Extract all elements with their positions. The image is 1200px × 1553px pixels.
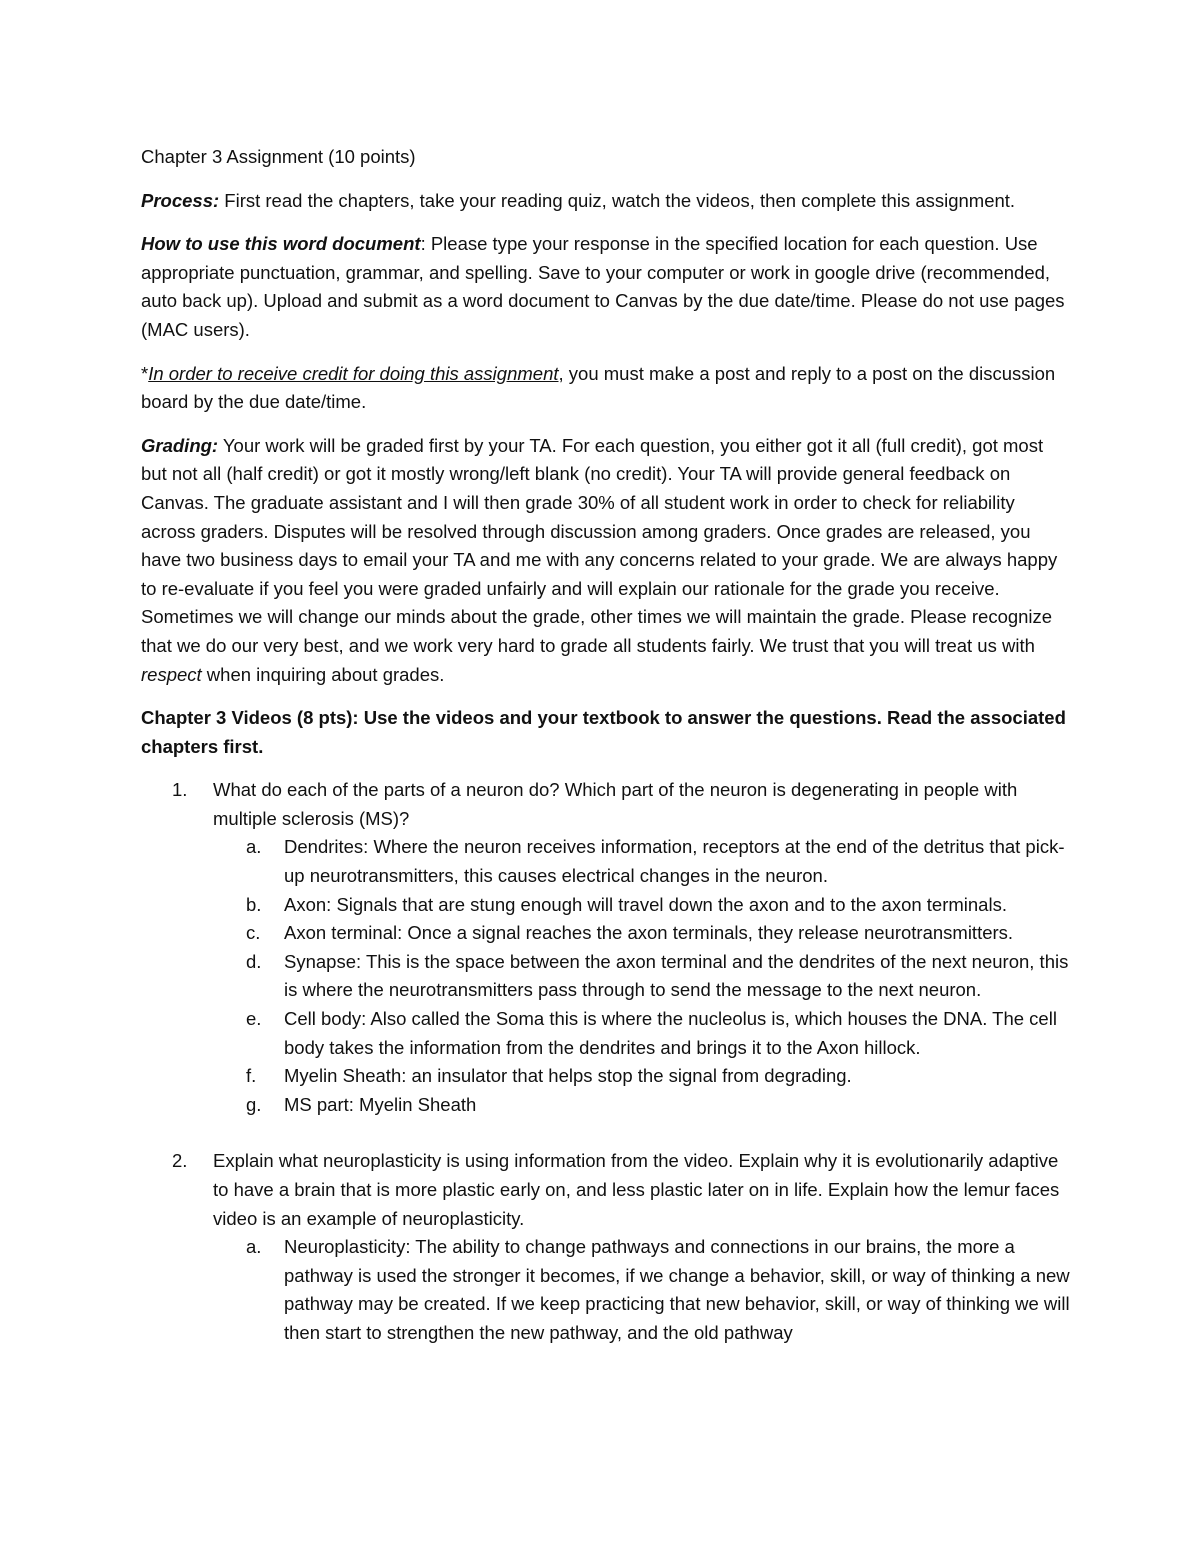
question-text: Explain what neuroplasticity is using information from the video. Explain why it is evolutionarily adaptive to have a brain that is more plastic early on, and less plastic later on in life. Explain how the lemur faces video is an example of neuroplasticity. [213, 1150, 1060, 1229]
answer-list [213, 1233, 1071, 1347]
answer-letter: a. [246, 1236, 262, 1258]
answer-item [141, 919, 1071, 948]
howto-paragraph [141, 230, 1071, 344]
answer-letter: f. [246, 1065, 257, 1087]
answer-item [141, 948, 1071, 1005]
process-label: Process: [141, 189, 220, 211]
grading-label: Grading: [141, 434, 219, 456]
answer-list [213, 833, 1071, 1119]
answer-text: Axon: Signals that are stung enough will travel down the axon and to the axon terminals. [284, 893, 1007, 915]
answer-text: MS part: Myelin Sheath [284, 1093, 477, 1115]
answer-item [141, 1091, 1071, 1120]
assignment-title: Chapter 3 Assignment (10 points) [141, 146, 416, 167]
answer-item [141, 833, 1071, 890]
question-item [141, 776, 1071, 1119]
answer-letter: c. [246, 922, 261, 944]
answer-text: Neuroplasticity: The ability to change pathways and connections in our brains, the more a pathway is used the stronger it becomes, if we change a behavior, skill, or way of thinking a new pathway may be created. If we keep practicing that new behavior, skill, or way of thinking we will then start to strengthen the new pathway, and the old pathway [284, 1236, 1070, 1343]
process-text: First read the chapters, take your reading quiz, watch the videos, then complete this assignment. [219, 189, 1016, 211]
credit-requirement: In order to receive credit for doing this assignment [148, 362, 559, 384]
answer-letter: a. [246, 836, 262, 858]
credit-paragraph [141, 360, 1071, 417]
answer-text: Axon terminal: Once a signal reaches the axon terminals, they release neurotransmitters. [284, 922, 1014, 944]
question-number: 1. [172, 779, 188, 801]
document-body [141, 143, 1071, 1376]
credit-prefix: * [141, 362, 149, 384]
grading-paragraph [141, 432, 1071, 689]
videos-heading: Chapter 3 Videos (8 pts): Use the videos and your textbook to answer the questions. Read the associated chapters first. [141, 707, 1066, 757]
howto-text: : Please type your response in the specified location for each question. Use appropriate punctuation, grammar, and spelling. Save to your computer or work in google drive (recommended, auto back up). Upload and submit as a word document to Canvas by the due date/time. Please do not use pages (MAC users). [141, 233, 1065, 340]
grading-emphasis: respect [141, 663, 202, 685]
answer-letter: b. [246, 893, 262, 915]
answer-text: Cell body: Also called the Soma this is where the nucleolus is, which houses the DNA. The cell body takes the information from the dendrites and brings it to the Axon hillock. [284, 1008, 1057, 1058]
answer-letter: e. [246, 1008, 262, 1030]
answer-text: Synapse: This is the space between the axon terminal and the dendrites of the next neuron, this is where the neurotransmitters pass through to send the message to the next neuron. [284, 950, 1069, 1001]
process-paragraph [141, 187, 1071, 216]
answer-item [141, 1233, 1071, 1347]
answer-item [141, 1062, 1071, 1091]
question-list [141, 776, 1071, 1347]
answer-item [141, 891, 1071, 920]
answer-text: Dendrites: Where the neuron receives information, receptors at the end of the detritus that pick-up neurotransmitters, this causes electrical changes in the neuron. [284, 836, 1065, 887]
question-number: 2. [172, 1150, 188, 1172]
answer-letter: d. [246, 950, 262, 972]
grading-text: Your work will be graded first by your TA. For each question, you either got it all (full credit), got most but not all (half credit) or got it mostly wrong/left blank (no credit). Your TA will provide general feedback on Canvas. The graduate assistant and I will then grade 30% of all student work in order to check for reliability across graders. Disputes will be resolved through discussion among graders. Once grades are released, you have two business days to email your TA and me with any concerns related to your grade. We are always happy to re-evaluate if you feel you were graded unfairly and will explain our rationale for the grade you receive. Sometimes we will change our minds about the grade, other times we will maintain the grade. Please recognize that we do our very best, and we work very hard to grade all students fairly. We trust that you will treat us with [141, 434, 1058, 656]
question-item [141, 1147, 1071, 1347]
answer-letter: g. [246, 1093, 262, 1115]
howto-label: How to use this word document [141, 233, 421, 255]
question-text: What do each of the parts of a neuron do? Which part of the neuron is degenerating in people with multiple sclerosis (MS)? [213, 779, 1018, 829]
answer-text: Myelin Sheath: an insulator that helps stop the signal from degrading. [284, 1065, 852, 1087]
answer-item [141, 1005, 1071, 1062]
grading-text-end: when inquiring about grades. [201, 663, 445, 685]
credit-text: , you must make a post and reply to a post on the discussion board by the due date/time. [141, 362, 1056, 413]
